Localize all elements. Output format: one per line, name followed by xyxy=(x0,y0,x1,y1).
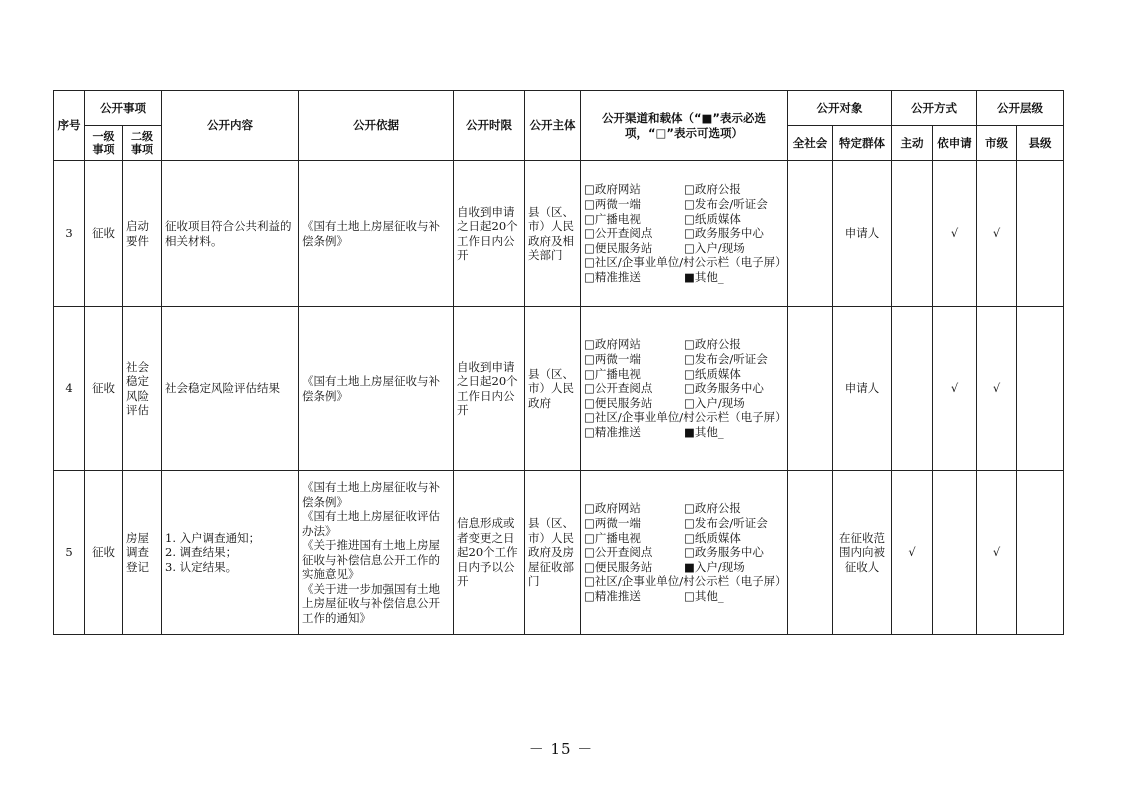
row-method-request: √ xyxy=(933,161,977,307)
row-level-county xyxy=(1017,471,1064,635)
channel-option: □精准推送 xyxy=(584,269,641,284)
header-method-request: 依申请 xyxy=(933,126,977,161)
row-subject: 县（区、市）人民政府及相关部门 xyxy=(525,161,581,307)
basis-item: 《关于推进国有土地上房屋征收与补偿信息公开工作的实施意见》 xyxy=(302,538,440,581)
channel-option: □政府网站 xyxy=(584,501,641,516)
channel-option: □其他_ xyxy=(684,588,724,603)
row-level-city: √ xyxy=(977,471,1017,635)
channel-option: □公开查阅点 xyxy=(584,545,653,560)
channel-option: □政务服务中心 xyxy=(684,381,764,396)
content-item: 3. 认定结果。 xyxy=(165,559,238,574)
header-content: 公开内容 xyxy=(162,91,299,161)
row-level2: 社会稳定风险评估 xyxy=(123,307,162,471)
basis-item: 《国有土地上房屋征收与补偿条例》 xyxy=(302,374,440,403)
channel-option: □政务服务中心 xyxy=(684,545,764,560)
header-target-specific: 特定群体 xyxy=(833,126,892,161)
row-subject: 县（区、市）人民政府 xyxy=(525,307,581,471)
channel-option: □两微一端 xyxy=(584,352,641,367)
row-content: 征收项目符合公共利益的相关材料。 xyxy=(162,161,299,307)
header-public-items: 公开事项 xyxy=(85,91,162,126)
page-number: － 15 － xyxy=(528,740,594,758)
channel-option: □社区/企事业单位/村公示栏（电子屏） xyxy=(584,255,787,270)
row-channels xyxy=(581,307,788,471)
basis-item: 《国有土地上房屋征收评估办法》 xyxy=(302,509,440,538)
channel-option: □公开查阅点 xyxy=(584,381,653,396)
channel-option: □两微一端 xyxy=(584,516,641,531)
channel-option: □政府公报 xyxy=(684,501,741,516)
header-row-1 xyxy=(54,91,1064,126)
header-seq: 序号 xyxy=(54,91,85,161)
row-channels xyxy=(581,471,788,635)
channel-option: □发布会/听证会 xyxy=(684,352,768,367)
channel-option: □发布会/听证会 xyxy=(684,516,768,531)
channel-option: □政务服务中心 xyxy=(684,226,764,241)
header-basis: 公开依据 xyxy=(299,91,454,161)
channel-option: □社区/企事业单位/村公示栏（电子屏） xyxy=(584,574,787,589)
channel-option: □政府公报 xyxy=(684,337,741,352)
channel-option: □政府网站 xyxy=(584,337,641,352)
channel-option: □便民服务站 xyxy=(584,559,653,574)
row-basis xyxy=(299,307,454,471)
row-subject: 县（区、市）人民政府及房屋征收部门 xyxy=(525,471,581,635)
header-method-active: 主动 xyxy=(892,126,933,161)
row-content xyxy=(162,471,299,635)
row-target-specific: 申请人 xyxy=(833,161,892,307)
channel-option: □广播电视 xyxy=(584,211,641,226)
channel-option: □广播电视 xyxy=(584,366,641,381)
row-content: 社会稳定风险评估结果 xyxy=(162,307,299,471)
row-target-all xyxy=(788,471,833,635)
basis-item: 《国有土地上房屋征收与补偿条例》 xyxy=(302,219,440,248)
channel-option: □发布会/听证会 xyxy=(684,197,768,212)
channel-option: □公开查阅点 xyxy=(584,226,653,241)
table-row xyxy=(54,307,1064,471)
row-target-specific: 在征收范围内向被征收人 xyxy=(833,471,892,635)
row-level1: 征收 xyxy=(85,471,123,635)
row-level-county xyxy=(1017,161,1064,307)
row-level1: 征收 xyxy=(85,307,123,471)
header-level: 公开层级 xyxy=(977,91,1064,126)
header-target: 公开对象 xyxy=(788,91,892,126)
channel-option: □精准推送 xyxy=(584,588,641,603)
channel-option: □入户/现场 xyxy=(684,395,745,410)
channel-option: ■入户/现场 xyxy=(684,559,745,574)
row-method-active xyxy=(892,307,933,471)
row-seq: 5 xyxy=(54,471,85,635)
row-time-limit: 自收到申请之日起20个工作日内公开 xyxy=(454,161,525,307)
channel-option: □便民服务站 xyxy=(584,395,653,410)
table-row xyxy=(54,161,1064,307)
header-level-county: 县级 xyxy=(1017,126,1064,161)
header-level1: 一级事项 xyxy=(85,126,123,161)
content-item: 1. 入户调查通知； xyxy=(165,530,261,545)
row-method-request xyxy=(933,471,977,635)
row-basis xyxy=(299,471,454,635)
channel-option: □精准推送 xyxy=(584,424,641,439)
row-level1: 征收 xyxy=(85,161,123,307)
header-subject: 公开主体 xyxy=(525,91,581,161)
row-time-limit: 信息形成或者变更之日起20个工作日内予以公开 xyxy=(454,471,525,635)
row-level2: 房屋调查登记 xyxy=(123,471,162,635)
disclosure-table xyxy=(53,90,1064,635)
row-method-request: √ xyxy=(933,307,977,471)
row-target-specific: 申请人 xyxy=(833,307,892,471)
content-item: 2. 调查结果； xyxy=(165,545,238,560)
header-target-all: 全社会 xyxy=(788,126,833,161)
row-method-active xyxy=(892,161,933,307)
header-time-limit: 公开时限 xyxy=(454,91,525,161)
header-level2: 二级事项 xyxy=(123,126,162,161)
row-level2: 启动要件 xyxy=(123,161,162,307)
channel-option: □便民服务站 xyxy=(584,240,653,255)
row-level-city: √ xyxy=(977,307,1017,471)
row-method-active: √ xyxy=(892,471,933,635)
channel-option: □政府网站 xyxy=(584,182,641,197)
channel-option: □入户/现场 xyxy=(684,240,745,255)
header-method: 公开方式 xyxy=(892,91,977,126)
channel-option: □纸质媒体 xyxy=(684,366,741,381)
row-level-county xyxy=(1017,307,1064,471)
row-target-all xyxy=(788,161,833,307)
channel-option: □社区/企事业单位/村公示栏（电子屏） xyxy=(584,410,787,425)
row-channels xyxy=(581,161,788,307)
row-basis xyxy=(299,161,454,307)
row-seq: 3 xyxy=(54,161,85,307)
row-seq: 4 xyxy=(54,307,85,471)
basis-item: 《国有土地上房屋征收与补偿条例》 xyxy=(302,480,440,509)
channel-option: ■其他_ xyxy=(684,269,724,284)
row-time-limit: 自收到申请之日起20个工作日内公开 xyxy=(454,307,525,471)
header-level-city: 市级 xyxy=(977,126,1017,161)
channel-option: □纸质媒体 xyxy=(684,211,741,226)
row-target-all xyxy=(788,307,833,471)
channel-option: □两微一端 xyxy=(584,197,641,212)
basis-item: 《关于进一步加强国有土地上房屋征收与补偿信息公开工作的通知》 xyxy=(302,581,440,625)
table-row xyxy=(54,471,1064,635)
channel-option: □政府公报 xyxy=(684,182,741,197)
row-level-city: √ xyxy=(977,161,1017,307)
header-channel: 公开渠道和载体（“■”表示必选项，“□”表示可选项） xyxy=(581,91,788,161)
channel-option: □纸质媒体 xyxy=(684,530,741,545)
channel-option: ■其他_ xyxy=(684,424,724,439)
channel-option: □广播电视 xyxy=(584,530,641,545)
